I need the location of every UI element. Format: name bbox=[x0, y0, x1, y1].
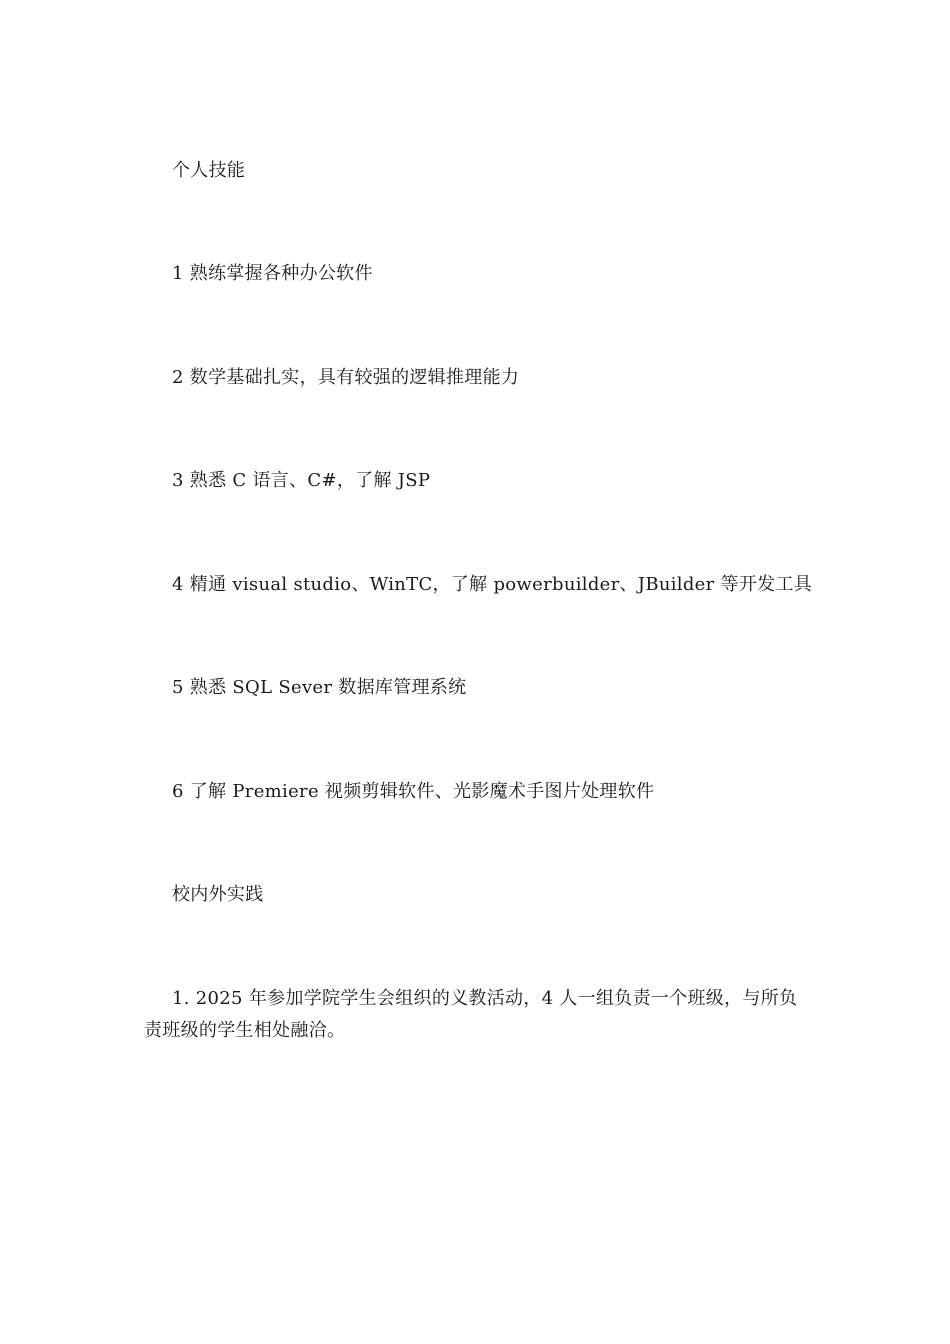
skill-item-1: 1 熟练掌握各种办公软件 bbox=[172, 263, 373, 284]
skill-item-3: 3 熟悉 C 语言、C#，了解 JSP bbox=[172, 470, 431, 491]
skills-heading: 个人技能 bbox=[172, 160, 246, 181]
skill-item-2: 2 数学基础扎实，具有较强的逻辑推理能力 bbox=[172, 367, 520, 388]
skill-item-4: 4 精通 visual studio、WinTC，了解 powerbuilder、JBuilder 等开发工具 bbox=[172, 574, 813, 595]
skill-item-6: 6 了解 Premiere 视频剪辑软件、光影魔术手图片处理软件 bbox=[172, 781, 655, 802]
practice-heading: 校内外实践 bbox=[172, 884, 264, 905]
skill-item-5: 5 熟悉 SQL Sever 数据库管理系统 bbox=[172, 677, 467, 698]
practice-item-1: 1. 2025 年参加学院学生会组织的义教活动，4 人一组负责一个班级，与所负责班级的学生相处融洽。 bbox=[144, 988, 798, 1041]
